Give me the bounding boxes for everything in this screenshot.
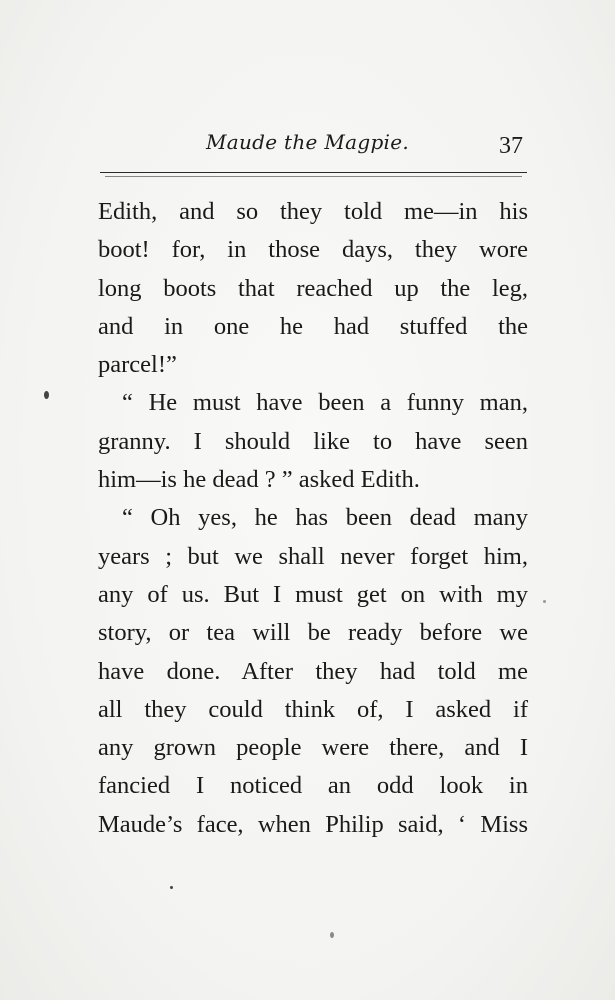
header-rule-secondary — [105, 176, 522, 177]
text-line: fancied I noticed an odd look in — [98, 772, 528, 800]
paper-speck — [44, 391, 49, 399]
text-line: “ He must have been a funny man, — [122, 389, 528, 417]
text-line: parcel!” — [98, 351, 177, 379]
text-line: long boots that reached up the leg, — [98, 274, 528, 302]
running-title: Maude the Magpie. — [205, 130, 410, 154]
text-line: him—is he dead ? ” asked Edith. — [98, 466, 420, 494]
text-line: Maude’s face, when Philip said, ‘ Miss — [98, 810, 528, 838]
text-line: boot! for, in those days, they wore — [98, 236, 528, 264]
text-line: any of us. But I must get on with my — [98, 580, 528, 608]
text-line: Edith, and so they told me—in his — [98, 198, 528, 225]
text-line: granny. I should like to have seen — [98, 427, 528, 455]
text-line: have done. After they had told me — [98, 657, 528, 685]
text-line: “ Oh yes, he has been dead many — [122, 504, 528, 532]
body-text — [98, 193, 528, 844]
text-line: story, or tea will be ready before we — [98, 619, 528, 647]
text-line: any grown people were there, and I — [98, 734, 528, 762]
paper-speck — [330, 932, 334, 938]
text-line: years ; but we shall never forget him, — [98, 542, 528, 570]
paper-speck — [170, 886, 173, 889]
page-number: 37 — [499, 133, 523, 159]
text-line: all they could think of, I asked if — [98, 695, 528, 723]
paper-speck — [543, 600, 546, 603]
text-line: and in one he had stuffed the — [98, 312, 528, 340]
header-rule — [100, 172, 527, 173]
